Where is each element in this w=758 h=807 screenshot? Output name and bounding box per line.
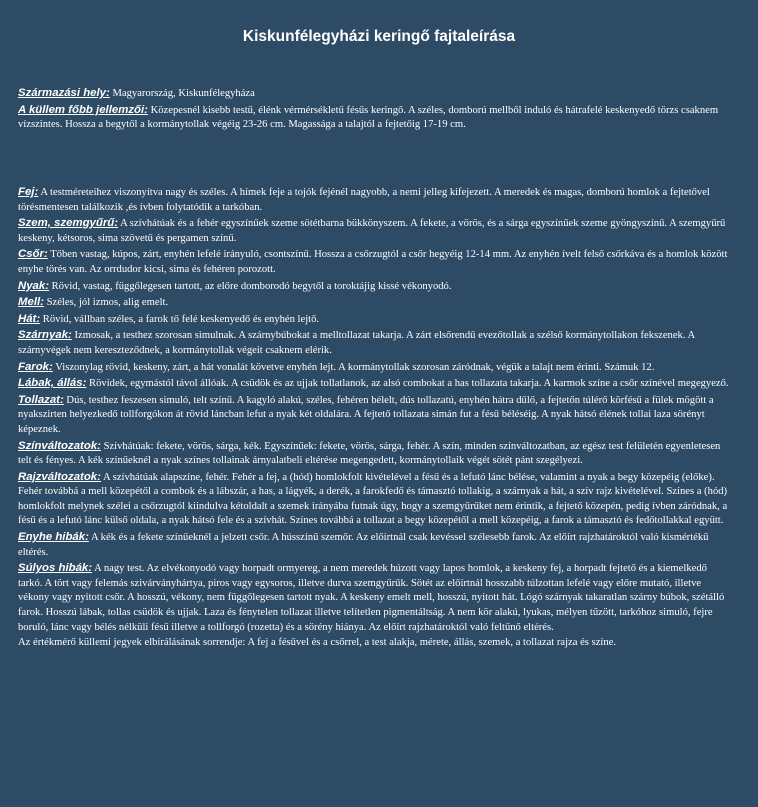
section-label: Mell:: [18, 296, 44, 309]
intro-block: [18, 86, 730, 134]
section-text: Dús, testhez feszesen simuló, telt színű. A kagyló alakú, széles, fehéren bélelt, dús tollazatú, enyhén hátra dűlő, a fejtetőn túlérő körfésű a fülek mögött a nyakszirten helyezkedő tollforgókon át rövid láncban lefut a nyak két oldalára. A fejtető tollazata simán fut a fésű béléséig. A nyak hátsó élének tollai laza sörényt képeznek.: [18, 394, 714, 435]
section-wings: [18, 328, 730, 358]
section-label: Szárnyak:: [18, 329, 72, 342]
section-head: [18, 185, 730, 215]
section-chest: [18, 295, 730, 311]
section-back: [18, 312, 730, 328]
section-label: Rajzváltozatok:: [18, 470, 101, 483]
main-traits-section: [18, 103, 730, 133]
section-color-variants: [18, 439, 730, 469]
section-text: Rövid, vállban széles, a farok tő felé keskenyedő és enyhén lejtő.: [40, 313, 320, 325]
section-label: Csőr:: [18, 248, 48, 261]
origin-section: [18, 86, 730, 102]
section-minor-faults: [18, 530, 730, 560]
section-text: A szívhátúak alapszíne, fehér. Fehér a fej, a (hód) homlokfolt kivételével a fésű és a lefutó lánc bélése, valamint a nyak a begy közepéig (előke). Fehér továbbá a mell közepétől a combok és a lábszár, a has, a lágyék, a derék, a farokfedő és támasztó tollakig, a szárnyak a hát, a szív rajz kivételével. Színes a (hód) homlokfolt melynek szélei a csőrzugtól kiindulva kétoldalt a szemek irányába futnak úgy, hogy a szemgyűrűket nem érintik, a fejtető közepén, pedig ívben záródnak, a fésű és a lefutó lánc külső oldala, a nyak hátsó fele és a szívhát. Színes továbbá a tollazat a begy közepétől a mell közepéig, a farok a támasztó és fedőtollakkal együtt.: [18, 471, 728, 527]
section-label: Nyak:: [18, 279, 50, 292]
section-beak: [18, 247, 730, 277]
section-label: Hát:: [18, 312, 41, 325]
main-traits-text: Közepesnél kisebb testű, élénk vérmérsékletű fésűs keringő. A széles, domború mellből induló és hátrafelé keskenyedő törzs csaknem vízszintes. Hossza a begytől a kormánytollak végéig 23-26 cm. Magassága a talajtól a fejtetőig 17-19 cm.: [18, 104, 719, 131]
origin-text: Magyarország, Kiskunfélegyháza: [109, 88, 255, 99]
section-eye: [18, 216, 730, 246]
section-neck: [18, 279, 730, 295]
origin-label: Származási hely:: [18, 87, 110, 99]
section-text: Tőben vastag, kúpos, zárt, enyhén lefelé irányuló, csontszínű. Hossza a csőrzugtól a csőr hegyéig 12-14 mm. Az enyhén ívelt felső csőrkáva és a homlok között enyhe törés van. Az orrdudor kicsi, sima és fehéren porozott.: [18, 249, 728, 275]
section-text: A testméreteihez viszonyítva nagy és széles. A hímek feje a tojók fejénél nagyobb, a nemi jelleg kifejezett. A meredek és magas, domború homlok a fejtetővel törésmentesen találkozik ,és ívben folytatódik a tarkóban.: [18, 187, 710, 213]
section-label: Enyhe hibák:: [18, 531, 89, 544]
section-text: Viszonylag rövid, keskeny, zárt, a hát vonalát követve enyhén lejt. A kormánytollak szorosan záródnak, végük a talajt nem érinti. Számuk 12.: [52, 361, 655, 373]
section-legs: [18, 376, 730, 392]
section-label: Szem, szemgyűrű:: [18, 217, 119, 230]
section-label: Lábak, állás:: [18, 377, 87, 390]
section-text: A kék és a fekete színűeknél a jelzett csőr. A hússzínű szemőr. Az előírtnál csak kevéssel szélesebb farok. Az előírt rajzhatároktól való kismértékű eltérés.: [18, 532, 709, 558]
section-label: Súlyos hibák:: [18, 562, 93, 575]
closing-text: Az értékmérő küllemi jegyek elbírálásának sorrendje: A fej a fésűvel és a csőrrel, a test alakja, mérete, állás, szemek, a tollazat rajza és színe.: [18, 637, 616, 649]
description-block: [18, 185, 730, 652]
page-title: Kiskunfélegyházi keringő fajtaleírása: [242, 28, 516, 45]
section-text: Rövidek, egymástól távol állóak. A csüdök és az ujjak tollatlanok, az alsó combokat a has tollazata takarja. A karmok színe a csőr színével megegyező.: [86, 378, 729, 390]
section-label: Fej:: [18, 186, 39, 198]
section-tail: [18, 360, 730, 376]
section-label: Tollazat:: [18, 393, 64, 406]
section-text: A nagy test. Az elvékonyodó vagy horpadt ormyereg, a nem meredek húzott vagy lapos homlok, a keskeny fej, a horpadt fejtető és a kiemelkedő tarkó. A tört vagy felemás szivárványhártya, piros vagy egysoros, illetve durva szemgyűrűk. Sötét az előírtnál hosszabb túlzottan lefelé vagy előre mutató, illetve vékony vagy nyitott csőr. A hosszú, vékony, nem függőlegesen tartott nyak. A keskeny emelt mell, hosszú, nyitott hát. Lógó szárnyak takaratlan szárny búbok, szétálló farok. Hosszú lábak, tollas csüdök és ujjak. Laza és fénytelen tollazat illetve telítetlen pigmentáltság. A nem kör alakú, lyukas, mélyen tűzött, tarkóhoz simuló, fejre boruló, lánc vagy bélés nélküli fésű illetve a tollforgó (rozetta) és a sörény hiánya. Az előírt rajzhatároktól való feltűnő eltérés.: [18, 563, 725, 633]
section-text: Rövid, vastag, függőlegesen tartott, az előre domborodó begytől a toroktájig kissé vékonyodó.: [49, 280, 452, 292]
section-text: Szívhátúak: fekete, vörös, sárga, kék. Egyszínűek: fekete, vörös, sárga, fehér. A szín, minden színváltozatban, az egész test felületén egyenletesen telt és fényes. A kék színűeknél a nyak színes tollainak árnyalatbeli eltérése megengedett, kormánytollaik végét sötét pánt szegélyezi.: [18, 440, 721, 467]
section-text: Széles, jól izmos, alig emelt.: [43, 297, 169, 309]
section-plumage: [18, 393, 730, 438]
main-traits-label: A küllem főbb jellemzői:: [18, 103, 148, 116]
section-label: Színváltozatok:: [18, 439, 101, 452]
section-major-faults: [18, 561, 730, 635]
section-pattern-variants: [18, 470, 730, 529]
section-text: Izmosak, a testhez szorosan simulnak. A szárnybúbokat a melltollazat takarja. A zárt elsőrendű evezőtollak a szélső kormánytollakon fekszenek. A szárnyvégek nem kereszteződnek, a kormánytollak végeit csaknem elérik.: [18, 330, 695, 356]
section-label: Farok:: [18, 360, 53, 373]
section-text: A szívhátúak és a fehér egyszínűek szeme sötétbarna bükkönyszem. A fekete, a vörös, és a sárga egyszínűek szeme gyöngyszínű. A szemgyűrű keskeny, kétsoros, sima szövetű és pergamen színű.: [18, 218, 726, 244]
